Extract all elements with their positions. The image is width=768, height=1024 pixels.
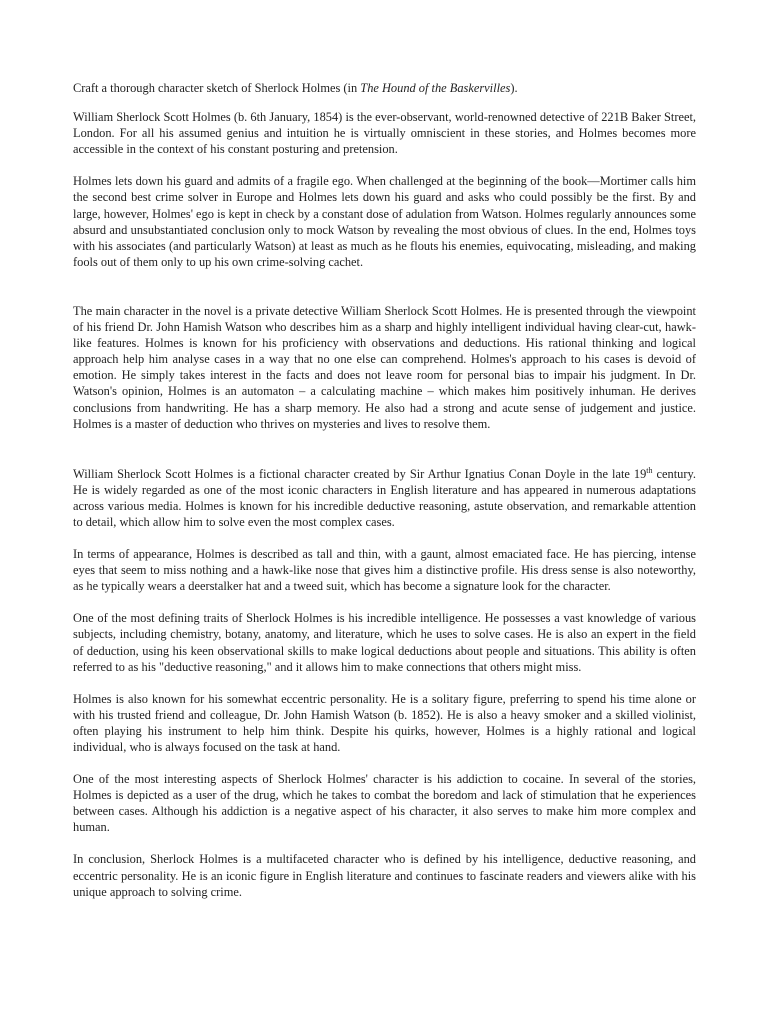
- prompt-end: ).: [510, 81, 518, 95]
- paragraph-2: Holmes lets down his guard and admits of a fragile ego. When challenged at the beginning of the book—Mortimer calls him the second best crime solver in Europe and Holmes lets down his guard and asks who could possibly be the first. By and large, however, Holmes' ego is kept in check by a constant dose of adulation from Watson. Holmes regularly announces some absurd and unsubstantiated conclusion only to mock Watson by revealing the most obvious of clues. In the end, Holmes toys with his associates (and particularly Watson) at least as much as he flouts his enemies, equivocating, misleading, and making fools out of them only to up his own crime-solving cachet.: [73, 174, 696, 269]
- paragraph-7: Holmes is also known for his somewhat eccentric personality. He is a solitary figure, preferring to spend his time alone or with his trusted friend and colleague, Dr. John Hamish Watson (b. 1852). He is also a heavy smoker and a skilled violinist, often playing his instrument to help him think. Despite his quirks, however, Holmes is a highly rational and logical individual, who is always focused on the task at hand.: [73, 691, 696, 754]
- prompt-text: Craft a thorough character sketch of Sherlock Holmes (in: [73, 81, 361, 95]
- prompt-line: [73, 80, 696, 96]
- book-title: The Hound of the Baskervilles: [360, 81, 511, 95]
- paragraph-4-part2: century. He is widely regarded as one of the most iconic characters in English literature and has appeared in numerous adaptations across various media. Holmes is known for his incredible deductive reasoning, astute observation, and remarkable attention to detail, which allow him to solve even the most complex cases.: [73, 466, 696, 529]
- paragraph-9: In conclusion, Sherlock Holmes is a multifaceted character who is defined by his intelligence, deductive reasoning, and eccentric personality. He is an iconic figure in English literature and continues to fascinate readers and viewers alike with his unique approach to solving crime.: [73, 852, 696, 899]
- paragraph-1: William Sherlock Scott Holmes (b. 6th January, 1854) is the ever-observant, world-renowned detective of 221B Baker Street, London. For all his assumed genius and intuition he is virtually omniscient in these stories, and Holmes becomes more accessible in the context of his constant posturing and pretension.: [73, 110, 696, 157]
- paragraph-5: In terms of appearance, Holmes is described as tall and thin, with a gaunt, almost emaciated face. He has piercing, intense eyes that seem to miss nothing and a hawk-like nose that gives him a distinctive profile. His dress sense is also noteworthy, as he typically wears a deerstalker hat and a tweed suit, which has become a signature look for the character.: [73, 547, 696, 594]
- paragraph-3: The main character in the novel is a private detective William Sherlock Scott Holmes. He is presented through the viewpoint of his friend Dr. John Hamish Watson who describes him as a sharp and highly intelligent individual having clear-cut, hawk-like features. Holmes is known for his proficiency with observations and deductions. His rational thinking and logical approach help him analyse cases in a way that no one else can comprehend. Holmes's approach to his cases is devoid of emotion. He simply takes interest in the facts and does not leave room for personal bias to impair his judgment. In Dr. Watson's opinion, Holmes is an automaton – a calculating machine – which makes him positively inhuman. He derives conclusions from handwriting. He has a sharp memory. He also had a strong and acute sense of judgement and justice. Holmes is a master of deduction who thrives on mysteries and lives to resolve them.: [73, 303, 696, 431]
- paragraph-4: [73, 466, 696, 530]
- paragraph-4-part1: William Sherlock Scott Holmes is a fictional character created by Sir Arthur Ignatius Conan Doyle in the late 19: [73, 466, 647, 481]
- superscript-th: th: [646, 465, 653, 475]
- paragraph-6: One of the most defining traits of Sherlock Holmes is his incredible intelligence. He possesses a vast knowledge of various subjects, including chemistry, botany, anatomy, and literature, which he uses to solve cases. He is also an expert in the field of deduction, using his keen observational skills to make logical deductions about people and situations. This ability is often referred to as his "deductive reasoning," and it allows him to make connections that others might miss.: [73, 611, 696, 674]
- paragraph-8: One of the most interesting aspects of Sherlock Holmes' character is his addiction to cocaine. In several of the stories, Holmes is depicted as a user of the drug, which he takes to combat the boredom and lack of stimulation that he experiences between cases. Although his addiction is a negative aspect of his character, it also serves to make him more complex and human.: [73, 772, 696, 835]
